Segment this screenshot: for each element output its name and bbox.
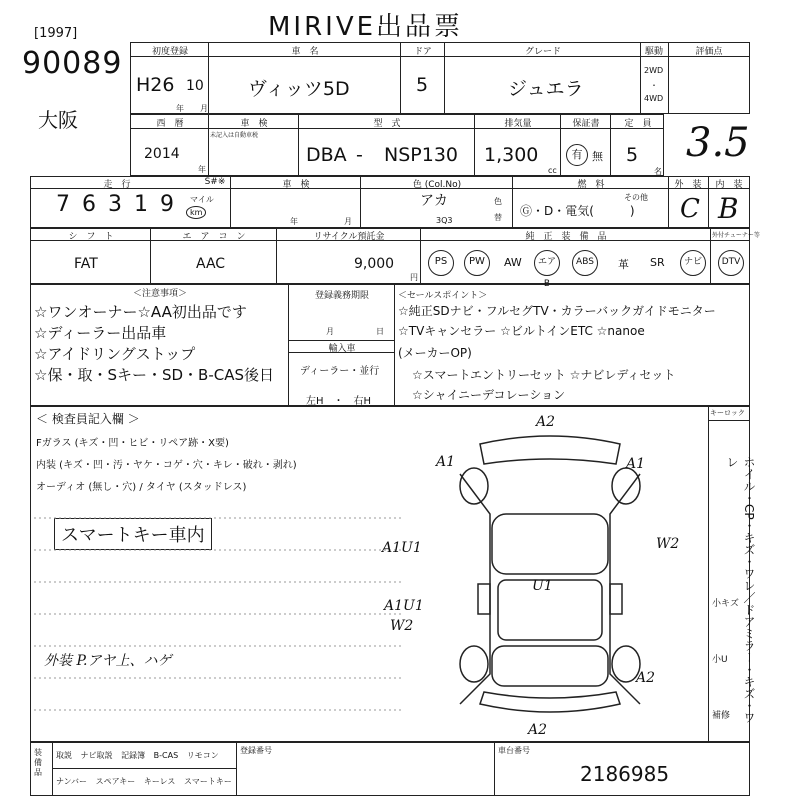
dmg-w2-right: W2 bbox=[656, 536, 680, 552]
drive-dot: ・ bbox=[650, 81, 658, 90]
handwritten-exterior: 外装 P.アヤ上、ハゲ bbox=[44, 653, 172, 669]
h-model: 車 名 bbox=[291, 47, 319, 57]
footer-item: ナビ取説 bbox=[80, 751, 113, 760]
color-code: 3Q3 bbox=[436, 216, 453, 225]
writing-lines bbox=[34, 490, 404, 740]
disp-unit: cc bbox=[548, 166, 557, 175]
import-side: 左H ・ 右H bbox=[306, 396, 372, 407]
h-seats: 定 員 bbox=[624, 119, 652, 129]
equip-sr: SR bbox=[650, 256, 665, 269]
footer-items-top bbox=[56, 750, 219, 761]
h-import: 輸入車 bbox=[328, 344, 356, 354]
equip-pw: PW bbox=[464, 250, 490, 276]
h-ac: エ ア コ ン bbox=[182, 232, 246, 242]
h-reg-no: 登録番号 bbox=[240, 746, 272, 755]
audio-line: オーディオ (無し・穴) / タイヤ (スタッドレス) bbox=[36, 482, 247, 493]
fuel-label-1: 色 bbox=[494, 197, 502, 206]
h-equipment: 純 正 装 備 品 bbox=[525, 232, 607, 242]
equipment-list bbox=[424, 250, 750, 289]
side-extra-1: 小キズ bbox=[712, 599, 739, 609]
equip-navi: ナビ bbox=[680, 250, 706, 276]
mileage-unit-mile: マイル bbox=[190, 195, 214, 204]
h-mileage: 走 行 bbox=[103, 180, 131, 190]
h-warranty: 保証書 bbox=[572, 119, 600, 129]
model-value: ヴィッツ5D bbox=[248, 78, 350, 100]
note-item: ☆保・取・Sキー・SD・B-CAS後日 bbox=[34, 366, 275, 384]
note-item: ☆アイドリングストップ bbox=[34, 345, 196, 363]
h-chassis: 車台番号 bbox=[498, 746, 530, 755]
dmg-a1u1-left: A1U1 bbox=[382, 540, 422, 556]
shaken-month: 月 bbox=[344, 217, 352, 226]
note-item: ☆ワンオーナー☆AA初出品です bbox=[34, 303, 247, 321]
h-type: 型 式 bbox=[373, 119, 401, 129]
h-inspection: 車 検 bbox=[240, 119, 268, 129]
interior-line: 内装 (キズ・凹・汚・ヤケ・コゲ・穴・キレ・破れ・剥れ) bbox=[36, 460, 297, 471]
h-fuel: 燃 料 bbox=[577, 180, 605, 190]
dmg-a2-right: A2 bbox=[636, 670, 656, 686]
sales-1: ☆純正SDナビ・フルセグTV・カラーバックガイドモニター bbox=[398, 304, 716, 318]
reg-month-label: 月 bbox=[326, 327, 334, 336]
h-keylock: キーロック bbox=[710, 409, 745, 417]
seats-unit: 名 bbox=[654, 167, 662, 176]
recycle-unit: 円 bbox=[410, 273, 418, 282]
type-right: NSP130 bbox=[384, 144, 458, 166]
sales-4: ☆スマートエントリーセット ☆ナビレディセット bbox=[412, 368, 676, 382]
equip-ps: PS bbox=[428, 250, 454, 276]
footer-item: B-CAS bbox=[153, 751, 179, 760]
dmg-u1-center: U1 bbox=[532, 578, 553, 594]
side-extra-3: 補修 bbox=[712, 711, 731, 721]
handwritten-smartkey: スマートキー車内 bbox=[54, 518, 212, 550]
mileage-unit-km: km bbox=[186, 206, 206, 219]
dmg-a1u1-lower: A1U1 bbox=[384, 598, 424, 614]
h-disp: 排気量 bbox=[504, 119, 532, 129]
year-label: 年 bbox=[176, 104, 184, 113]
h-inspector: ＜ 検査員記入欄 ＞ bbox=[36, 412, 140, 426]
year-code: [1997] bbox=[34, 26, 78, 41]
footer-item: リモコン bbox=[186, 751, 219, 760]
h-grade: グレード bbox=[524, 47, 561, 57]
shaken-year: 年 bbox=[290, 217, 298, 226]
sales-3: (メーカーOP) bbox=[398, 346, 472, 360]
drive-4wd: 4WD bbox=[644, 94, 664, 103]
h-equipped: 装備品 bbox=[34, 748, 42, 777]
footer-item: スペアキー bbox=[95, 777, 136, 786]
score-value: 3.5 bbox=[686, 120, 750, 166]
type-dash: - bbox=[356, 144, 363, 166]
note-item: ☆ディーラー出品車 bbox=[34, 324, 167, 342]
reg-day-label: 日 bbox=[376, 327, 384, 336]
fuel-other: その他 bbox=[624, 193, 648, 202]
equip-dtv: DTV bbox=[718, 250, 744, 276]
footer-item: 取説 bbox=[56, 751, 72, 760]
dmg-a2-top: A2 bbox=[536, 414, 556, 430]
sales-5: ☆シャイニーデコレーション bbox=[412, 388, 566, 402]
fuel-label-2: 替 bbox=[494, 213, 502, 222]
equip-leather: 革 bbox=[618, 258, 629, 271]
drive-2wd: 2WD bbox=[644, 66, 664, 75]
h-interior: 内 装 bbox=[715, 180, 743, 190]
dmg-a2-bottom: A2 bbox=[528, 722, 548, 738]
region-label: 大阪 bbox=[38, 108, 78, 132]
warranty-no: 無 bbox=[592, 150, 603, 163]
dmg-a1-right: A1 bbox=[626, 456, 646, 472]
h-shift: シ フ ト bbox=[68, 232, 114, 242]
chassis-number: 2186985 bbox=[580, 762, 670, 786]
dmg-a1-left: A1 bbox=[436, 454, 456, 470]
h-color: 色 (Col.No) bbox=[412, 180, 462, 190]
h-exterior: 外 装 bbox=[674, 180, 702, 190]
equip-airbag: エアB bbox=[534, 250, 560, 276]
door-value: 5 bbox=[416, 74, 429, 96]
year-suffix: 年 bbox=[198, 165, 206, 174]
import-dealer: ディーラー・並行 bbox=[300, 366, 380, 377]
h-first-reg: 初度登録 bbox=[151, 47, 188, 57]
h-sales: ＜セールスポイント＞ bbox=[398, 291, 488, 301]
h-notes: ＜注意事項＞ bbox=[132, 289, 187, 299]
warranty-yes: 有 bbox=[566, 144, 588, 166]
footer-items-bottom bbox=[56, 776, 232, 787]
side-extra-2: 小U bbox=[712, 655, 728, 665]
fuel-options: Ⓖ・D・電気( ) bbox=[520, 204, 635, 218]
mileage-value: 76319 bbox=[56, 192, 186, 217]
sales-2: ☆TVキャンセラー ☆ビルトインETC ☆nanoe bbox=[398, 324, 645, 338]
h-tuner: 外付チューナー等 bbox=[712, 232, 760, 239]
footer-item: 記録簿 bbox=[121, 751, 146, 760]
form-title: MIRIVE出品票 bbox=[268, 12, 464, 42]
recycle-value: 9,000 bbox=[354, 256, 395, 272]
color-value: アカ bbox=[420, 193, 448, 209]
h-reg-date: 登録義務期限 bbox=[314, 291, 369, 301]
h-shaken: 車 検 bbox=[282, 180, 310, 190]
month-label: 月 bbox=[200, 104, 208, 113]
notes-list bbox=[34, 302, 274, 386]
exterior-value: C bbox=[680, 194, 700, 224]
type-left: DBA bbox=[306, 144, 347, 166]
grade-value: ジュエラ bbox=[508, 78, 584, 100]
glass-line: Fガラス (キズ・凹・ヒビ・リペア跡・X要) bbox=[36, 438, 229, 449]
h-recycle: リサイクル預託金 bbox=[313, 232, 385, 242]
ac-value: AAC bbox=[196, 256, 226, 272]
footer-item: キーレス bbox=[143, 777, 176, 786]
equip-abs: ABS bbox=[572, 250, 598, 276]
side-vertical-text: ホイル・CP・キズ・ワレ／ドアミラー・キズ・ワレ bbox=[725, 456, 756, 724]
lot-number: 90089 bbox=[22, 46, 123, 81]
h-drive: 駆動 bbox=[644, 47, 663, 57]
footer-item: スマートキー bbox=[183, 777, 232, 786]
shift-value: FAT bbox=[74, 256, 98, 272]
inspection-note: 未記入は自動車税 bbox=[210, 132, 259, 139]
disp-value: 1,300 bbox=[484, 144, 539, 166]
dmg-w2-lower: W2 bbox=[390, 618, 414, 634]
h-mileage-note: S#※ bbox=[204, 177, 226, 187]
first-reg-month: 10 bbox=[186, 78, 204, 94]
footer-item: ナンバー bbox=[56, 777, 88, 786]
first-reg-value: H26 bbox=[136, 74, 175, 96]
equip-aw: AW bbox=[504, 256, 522, 269]
h-score: 評価点 bbox=[695, 47, 723, 57]
h-year: 西 暦 bbox=[156, 119, 184, 129]
year-value: 2014 bbox=[144, 146, 180, 162]
seats-value: 5 bbox=[626, 144, 639, 166]
interior-value: B bbox=[718, 192, 739, 225]
h-door: ドア bbox=[414, 47, 432, 57]
